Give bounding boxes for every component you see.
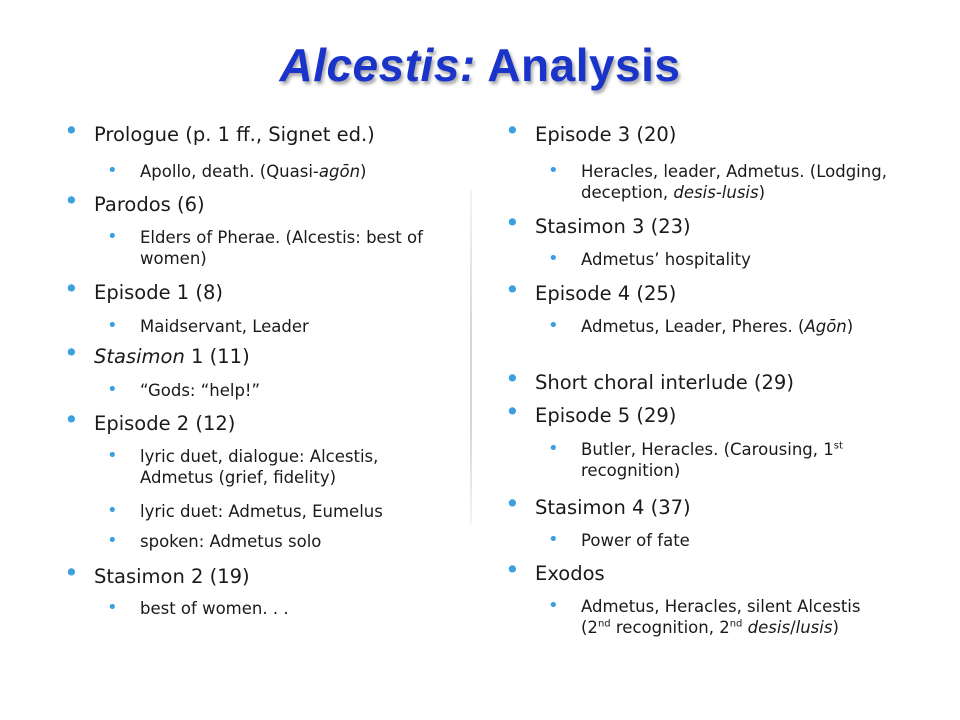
sub-bullet-episode-3 bbox=[505, 161, 921, 203]
text-fragment: Episode 3 (20) bbox=[535, 123, 677, 146]
text-fragment: desis bbox=[747, 618, 791, 637]
bullet-stasimon-1 bbox=[64, 346, 250, 368]
bullet-episode-2 bbox=[64, 413, 235, 435]
text-fragment: Stasimon 3 (23) bbox=[535, 215, 691, 238]
column-divider bbox=[470, 190, 472, 524]
text-fragment: / bbox=[790, 618, 796, 637]
text-fragment: Maidservant, Leader bbox=[140, 317, 309, 336]
text-fragment: ) bbox=[846, 317, 854, 336]
text-fragment: lusis bbox=[795, 618, 833, 637]
text-fragment: Stasimon 4 (37) bbox=[535, 496, 691, 519]
text-fragment: Apollo, death. (Quasi- bbox=[140, 162, 319, 181]
sub-bullet-parodos bbox=[64, 227, 460, 269]
text-fragment: desis-lusis bbox=[673, 183, 759, 202]
sub-bullet-episode-2-b bbox=[64, 501, 383, 522]
text-fragment: Stasimon bbox=[94, 345, 185, 368]
title-italic-part: Alcestis: bbox=[279, 39, 476, 91]
bullet-episode-1 bbox=[64, 282, 223, 304]
bullet-stasimon-3 bbox=[505, 216, 691, 238]
sub-bullet-episode-2-c bbox=[64, 531, 321, 552]
sub-bullet-episode-2-a bbox=[64, 446, 440, 488]
text-fragment: best of women. . . bbox=[140, 599, 289, 618]
text-fragment: Admetus, Leader, Pheres. ( bbox=[581, 317, 805, 336]
text-fragment: Parodos (6) bbox=[94, 193, 205, 216]
sub-bullet-stasimon-1 bbox=[64, 380, 260, 401]
text-fragment: lyric duet, dialogue: Alcestis, Admetus (grief, fidelity) bbox=[140, 447, 379, 487]
text-fragment: Prologue (p. 1 ff., Signet ed.) bbox=[94, 123, 375, 146]
sub-bullet-prologue bbox=[64, 161, 366, 182]
text-fragment: ) bbox=[758, 183, 766, 202]
text-fragment: lyric duet: Admetus, Eumelus bbox=[140, 502, 383, 521]
bullet-episode-4 bbox=[505, 283, 676, 305]
text-fragment: nd bbox=[597, 618, 611, 630]
bullet-stasimon-2 bbox=[64, 566, 250, 588]
text-fragment: Exodos bbox=[535, 562, 605, 585]
bullet-prologue bbox=[64, 124, 375, 146]
bullet-short-choral-interlude bbox=[505, 372, 794, 394]
text-fragment: Stasimon 2 (19) bbox=[94, 565, 250, 588]
slide-title bbox=[0, 38, 960, 92]
bullet-stasimon-4 bbox=[505, 497, 691, 519]
text-fragment: Power of fate bbox=[581, 531, 690, 550]
sub-bullet-stasimon-2 bbox=[64, 598, 289, 619]
text-fragment: Heracles, leader, Admetus. (Lodging, deception, bbox=[581, 162, 887, 202]
text-fragment: recognition, 2 bbox=[610, 618, 730, 637]
title-rest: Analysis bbox=[475, 39, 681, 91]
text-fragment: st bbox=[833, 440, 843, 452]
text-fragment: Elders of Pherae. (Alcestis: best of women) bbox=[140, 228, 423, 268]
bullet-episode-3 bbox=[505, 124, 676, 146]
text-fragment: Butler, Heracles. (Carousing, 1 bbox=[581, 440, 834, 459]
sub-bullet-exodos bbox=[505, 596, 891, 638]
text-fragment: Short choral interlude (29) bbox=[535, 371, 794, 394]
text-fragment: “Gods: “help!” bbox=[140, 381, 261, 400]
text-fragment: ) bbox=[360, 162, 367, 181]
text-fragment: spoken: Admetus solo bbox=[140, 532, 322, 551]
text-fragment: ) bbox=[832, 618, 839, 637]
sub-bullet-episode-1 bbox=[64, 316, 309, 337]
sub-bullet-stasimon-3 bbox=[505, 249, 751, 270]
text-fragment: Episode 5 (29) bbox=[535, 404, 677, 427]
sub-bullet-episode-4 bbox=[505, 316, 871, 337]
bullet-exodos bbox=[505, 563, 605, 585]
text-fragment: 1 (11) bbox=[184, 345, 250, 368]
text-fragment: Admetus’ hospitality bbox=[581, 250, 751, 269]
text-fragment: recognition) bbox=[581, 461, 681, 480]
text-fragment: Agōn bbox=[804, 317, 847, 336]
text-fragment: Episode 1 (8) bbox=[94, 281, 224, 304]
text-fragment: Episode 4 (25) bbox=[535, 282, 677, 305]
bullet-parodos bbox=[64, 194, 205, 216]
text-fragment: nd bbox=[729, 618, 743, 630]
sub-bullet-episode-5 bbox=[505, 439, 921, 481]
sub-bullet-stasimon-4 bbox=[505, 530, 690, 551]
bullet-episode-5 bbox=[505, 405, 676, 427]
text-fragment: agōn bbox=[318, 162, 361, 181]
text-fragment: Admetus, Heracles, silent Alcestis (2 bbox=[581, 597, 861, 637]
text-fragment: Episode 2 (12) bbox=[94, 412, 236, 435]
